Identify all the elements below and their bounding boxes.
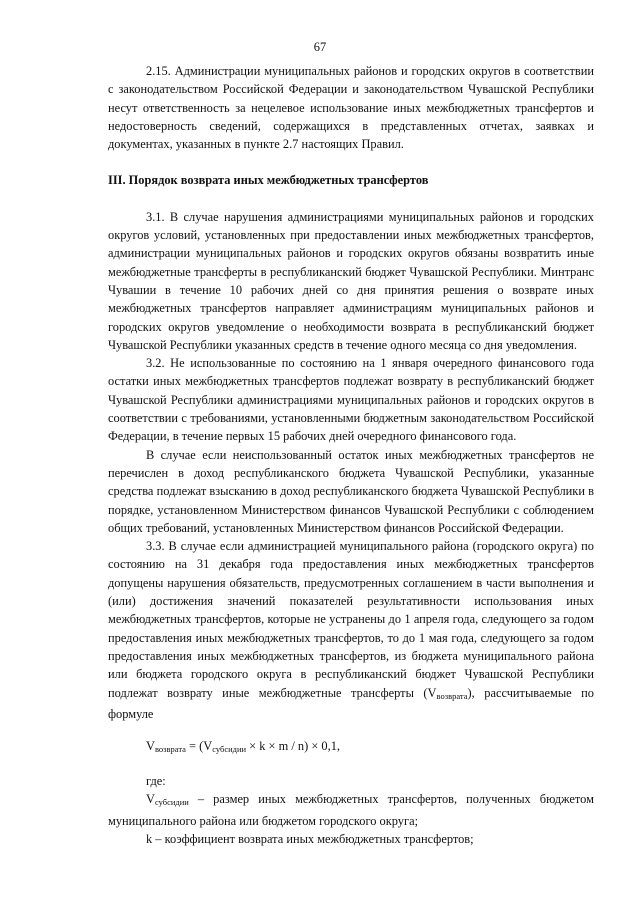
paragraph-2-15: 2.15. Администрации муниципальных районов и городских округов в соответствии с законодательством Российской Федерации и законодательством Чувашской Республики несут ответственность за нецелевое использование иных межбюджетных трансфертов и недостоверность сведений, содержащихся в представленных отчетах, заявках и документах, указанных в пункте 2.7 настоящих Правил. bbox=[108, 64, 594, 152]
return-formula bbox=[146, 737, 340, 758]
paragraph-3-3-subscript: возврата bbox=[436, 690, 468, 701]
formula-mid: = (V bbox=[185, 739, 213, 753]
formula-sub-subsidy: субсидии bbox=[212, 744, 247, 754]
paragraph-3-3-text: 3.3. В случае если администрацией муниципального района (городского округа) по состоянию на 31 декабря года предоставления иных межбюджетных трансфертов допущены нарушения обязательств, предусмотренных соглашением в части выполнения и (или) достижения значений показателей результативности использования иных межбюджетных трансфертов, которые не устранены до 1 апреля года, следующего за годом предоставления иных межбюджетных трансфертов, то до 1 мая года, следующего за годом предоставления иных межбюджетных трансфертов, из бюджета муниципального района или бюджета городского округа в республиканский бюджет Чувашской Республики подлежат возврату иные межбюджетные трансферты (V bbox=[108, 539, 594, 700]
definition-k: k – коэффициент возврата иных межбюджетных трансфертов; bbox=[146, 831, 474, 846]
paragraph-3-2-continuation: В случае если неиспользованный остаток иных межбюджетных трансфертов не перечислен в доход республиканского бюджета Чувашской Республики, указанные средства подлежат взысканию в доход республиканского бюджета Чувашской Республики в порядке, установленном Министерством финансов Чувашской Республики с соблюдением общих требований, установленных Министерством финансов Российской Федерации. bbox=[108, 447, 594, 535]
paragraph-3-3 bbox=[108, 537, 594, 723]
text-block-top bbox=[108, 62, 594, 723]
formula-rest: × k × m / n) × 0,1, bbox=[246, 739, 341, 753]
paragraph-3-3-tail: ), рассчитываемые по формуле bbox=[108, 685, 594, 721]
section-heading: III. Порядок возврата иных межбюджетных трансфертов bbox=[108, 173, 429, 188]
paragraph-3-1: 3.1. В случае нарушения администрациями муниципальных районов и городских округов условий, установленных при предоставлении иных межбюджетных трансфертов, администрации муниципальных районов и городских округов обязаны возвратить иные межбюджетные трансферты в республиканский бюджет Чувашской Республики. Минтранс Чувашии в течение 10 рабочих дней со дня принятия решения о возврате иных межбюджетных трансфертов направляет администрациям муниципальных районов и городских округов уведомление о необходимости возврата в республиканский бюджет Чувашской Республики указанных средств в течение одного месяца со дня уведомления. bbox=[108, 209, 594, 352]
definition-v-text: – размер иных межбюджетных трансфертов, полученных бюджетом муниципального района или бюджетом городского округа; bbox=[108, 792, 594, 828]
text-block-bottom bbox=[108, 772, 594, 848]
page-number: 67 bbox=[313, 40, 327, 54]
formula-sub-return: возврата bbox=[154, 744, 186, 754]
paragraph-3-2: 3.2. Не использованные по состоянию на 1 января очередного финансового года остатки иных межбюджетных трансфертов подлежат возврату в республиканский бюджет Чувашской Республики администрациями муниципальных районов и городских округов в соответствии с требованиями, установленными бюджетным законодательством Российской Федерации, в течение первых 15 рабочих дней очередного финансового года. bbox=[108, 356, 594, 444]
formula-v: V bbox=[146, 739, 155, 753]
where-label: где: bbox=[146, 774, 166, 788]
definition-v-sub: субсидии bbox=[154, 797, 189, 808]
definition-v-subsidy bbox=[108, 790, 594, 830]
definition-v: V bbox=[146, 792, 155, 807]
